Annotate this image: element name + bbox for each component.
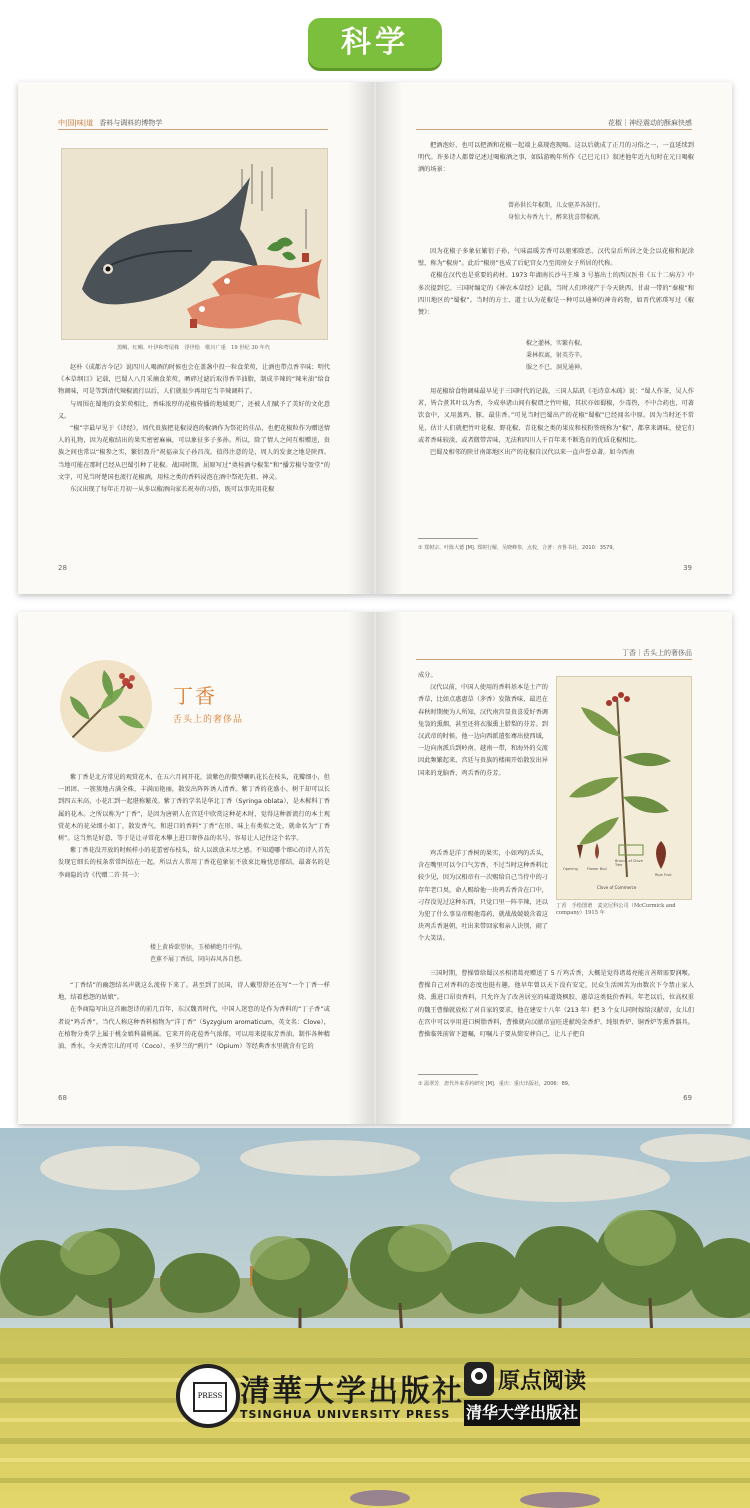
paragraph: 紫丁香是北方常见的观赏花木，在五六月间开花，淡紫色的微型喇叭花长在枝头，花瓣细小，但一团团、一簇簇地占满全株，丰满而艳丽，散发出阵阵诱人清香。紫丁香的花盛小，树干却可以长到四五米高，小花汇到一起堪称繁茂。紫丁香的学名是华北丁香（Syringa oblata），是木樨科丁香属的花木。之所以称为“丁香”，是因为唐朝人在宫廷中欣赏这种花木时，觉得这种新流行的本土观赏花木的花朵细小如丁，散发香气，和进口的香料“丁香”在形、味上有类似之处，就命名为“丁香树”。这当然是好意，等于是让寻常花木攀上进口奢侈品的名号，容易让人记住这个名字。 xyxy=(58,774,330,843)
page-39 xyxy=(376,82,732,594)
poem-line: 楼上黄昏欲望休，玉梯横绝月中钩。 xyxy=(149,944,246,951)
paragraph: “椒”字最早见于《诗经》，周代贵族把花椒浸泡的椒酒作为祭祀的佳品，也把花椒粒作为赠送情人的礼物，因为花椒结出的果实密密麻麻，可以象征多子多孙。所以，除了情人之间互相赠送，贵族之间也常以“椒参之实，繁衍盈升”祝福亲友子孙昌茂。值得注意的是，周人的发妻之地是陕西。当地可能在那时已经从巴蜀引种了花椒。战国时期，屈原写过“奠桂酒兮椒浆”和“播芳椒兮盈堂”的文字，可见当时楚国也流行花椒酒，用桂之类的香料浸泡在酒中祭祀先祖、神灵。 xyxy=(58,425,330,481)
figure-caption: 丁香 手绘图谱 麦克尼科公司（McCormick and company）1915 年 xyxy=(556,903,676,916)
body-text xyxy=(58,362,330,496)
body-text xyxy=(418,968,694,1041)
paragraph: 紫丁香花没开放的时候样小的花蕾密布枝头，给人以欲放未尽之感。不知道哪个细心的诗人首先发现它细长的枝条常常纠结在一起，所以古人常用丁香花苞象征不放束比喻忧思郁结，最著名的是李商隐的诗《代赠二首·其一》： xyxy=(58,847,330,879)
poem-quote xyxy=(436,200,676,224)
poem-line: 椒之灌林，实繁有椒。 xyxy=(525,340,586,347)
tsinghua-seal-logo: PRESS xyxy=(176,1364,240,1428)
footnote: ① 温翠芳．唐代外来香药研究 [M]．重庆：重庆出版社，2006：89。 xyxy=(418,1081,573,1087)
body-text xyxy=(58,772,330,882)
yuandian-logo-icon xyxy=(464,1362,494,1396)
figure-caption: 黑鲷、红鲷、叶伊和鸢尾株 浮世绘 歌川广重 19 世纪 30 年代 xyxy=(116,345,271,351)
page-number: 39 xyxy=(683,564,692,572)
running-header xyxy=(58,118,162,128)
chapter-title: 丁香 xyxy=(173,684,217,708)
body-text xyxy=(418,848,548,946)
book-title: 香料与调料的博物学 xyxy=(99,119,163,127)
poem-line: 服之不已，洞见通神。 xyxy=(525,364,586,371)
yuandian-reading-brand: 原点阅读 xyxy=(498,1368,587,1394)
paragraph: “丁香结”的幽怨结名声就这么流传下来了。甚至到了民国，诗人戴望舒还在写“一个丁香一样地，结着愁怨的姑娘”。 xyxy=(58,982,330,1002)
paragraph: 三国时期，曹操曾给蜀汉丞相诸葛亮赠送了 5 斤鸡舌香，大概是觉得诸葛亮能言善辩需要润喉。曹操自己对香料的态度也挺有趣，他早年曾以天下没有安定，民众生活困苦为由数次下令禁止家人烧、熏进口昂贵香料，只允许为了改善居室的味道烧枫胶、蕙草这类低价香料。年老以后，位高权重的魏王曹操就放松了对自家的要求，他在建安十八年（213 年）把 3 个女儿同时嫁给汉献帝，女儿们在宫中可以享用进口树脂香料，曹操就向汉献帝宣旺进献纯金香炉、纯银香炉、铜香炉等熏香器具。曹操临死前留下遗嘱，叮嘱儿子要从简安葬自己，让儿子把自 xyxy=(418,970,694,1039)
book-spread-sichuan-pepper xyxy=(18,82,732,594)
paragraph: 赵朴《成都古今记》说四川人喝酒的时候也会在盖盏中投一粒食茱萸，让酒也带点香辛味；明代《本草纲目》记载，巴蜀人八月采摘食茱萸，晒碎过滤后取得香辛油脂，制成辛辣的“辣米油”给食物调味，可是等到清代辣椒流行以后，人们就很少再用它当辛辣调料了。 xyxy=(58,364,330,396)
book-spread-clove xyxy=(18,612,732,1124)
page-69 xyxy=(376,612,732,1124)
publisher-logos xyxy=(0,1350,750,1460)
clove-botanical-plate xyxy=(556,676,692,900)
paragraph: 东汉出现了每年正月初一从多以椒酒向家长祝寿的习俗，既可以事先用花椒 xyxy=(70,486,275,494)
poem-quote xyxy=(436,338,676,374)
poem-line: 曾孙供长年椒期，儿女驱养各鼓行。 xyxy=(507,202,604,209)
footnote: ① 郑树宗、叶陈大德 [M]. 郑树行解，吴晓峰参，点校，合著：齐鲁书社，2010：3579。 xyxy=(418,545,618,551)
poem-line: 芭蕉不展丁香结，同向春风各自愁。 xyxy=(149,956,246,963)
paragraph: 鸡舌香是洋丁香树的果实，小如鸡的舌头，含在嘴里可以令口气芳香，不过当时这种香料比较少见，因为汉相帝有一次赐给自己当侍中的刁存年老口臭，命人赐给他一块鸡舌香含在口中，刁存没见过这种东西，只觉口里一阵辛辣，还以为犯了什么事皇帝赐他毒药，就战战兢兢含着这块鸡舌香退朝，吐出来带回家和亲人诀别，闹了个大笑话。 xyxy=(418,850,548,943)
category-badge: 科学 xyxy=(308,18,442,68)
body-text xyxy=(418,670,548,780)
body-text xyxy=(418,140,694,177)
plate-label-flower-bud: Flower Bud xyxy=(587,867,607,871)
fish-illustration-svg xyxy=(62,149,327,339)
ukiyoe-fish-illustration xyxy=(61,148,328,340)
paragraph: 在李商隐写出这首幽怨诗的前几百年，东汉魏晋时代，中国人迷恋的是作为香料的“丁子香”或者说“鸡舌香”。当代人称这种香料植物为“洋丁香”（Syzygium aromaticum，英文名：Clove），在植物分类学上属于桃金娘科蒲桃属。它来开的花苞香气浓郁，可以用来提取芳香油，制作各种精油、香水。今天香宗儿的可可（Coco）、圣罗兰的“鸦片”（Opium）等经典香水里就含有它的 xyxy=(58,1006,330,1051)
plate-label-ripe-fruit: Ripe Fruit xyxy=(655,873,672,877)
paragraph: 成分。 xyxy=(418,672,437,679)
page-68 xyxy=(18,612,374,1124)
poem-line: 身惊大寿香九十，醉来犹喜带椒酒。 xyxy=(507,214,604,221)
poem-line: 秉林拟离，射英芬辛。 xyxy=(525,352,586,359)
poem-quote xyxy=(78,942,318,966)
yuandian-publisher-text: 清华大学出版社 xyxy=(465,1403,578,1422)
plate-title: Clove of Commerce xyxy=(597,885,637,890)
tsinghua-press-cn: 清華大学出版社 xyxy=(240,1374,464,1409)
paragraph: 巴蜀及相邻的陕甘南部地区出产的花椒自汉代以来一直声誉卓著。如今西南 xyxy=(430,449,635,457)
clove-branch-icon xyxy=(60,660,152,752)
paragraph: 汉代以前，中国人使用的香料基本是土产的香草，比如点惠惠草（茅香）发散香味，最迟在春秋时期便为人所知，汉代南宫显贵喜爱好香调兔袅的熏烟，甚至还将衣服熏上腊梨的芬芳。到汉武帝的时候，他一边向西派遣张骞出使西域，一边向南派兵到岭南、越南一带，和海外的交流因此频繁起来，宫廷与贵族的楼闱开始散发出异国来的龙脑香、鸡舌香的芬芳。 xyxy=(418,684,548,777)
page-number: 69 xyxy=(683,1094,692,1102)
tsinghua-press-en: TSINGHUA UNIVERSITY PRESS xyxy=(240,1408,451,1421)
yuandian-publisher-plate xyxy=(464,1400,580,1426)
running-header: 花椒｜神经震动的酥麻快感 xyxy=(608,119,692,127)
page-number: 28 xyxy=(58,564,67,572)
clove-flower-vignette xyxy=(60,660,152,752)
paragraph: 花椒在汉代也是重要的药材。1973 年湖南长沙马王堆 3 号墓出土的西汉医书《五十二病方》中多次提到它。三国时编定的《神农本草经》记载，当时人们珍视产于今天陕西、甘肃一带的“秦椒”和四川地区的“蜀椒”。当时的方士、道士认为花椒是一种可以通神的神奇药物，如晋代郭璞写过《椒赞》： xyxy=(418,272,694,317)
running-header: 丁香｜舌头上的奢侈品 xyxy=(622,649,692,657)
body-text xyxy=(418,246,694,319)
body-text xyxy=(58,980,330,1053)
paragraph: 因为花椒子多象征繁衍子孙，气味温暖芳香可以驱邪除恶，汉代皇后所居之处会以花椒和泥涂壁，称为“椒房”。此后“椒房”也成了后妃宫女乃至闺房女子所居的代称。 xyxy=(418,248,694,268)
body-text xyxy=(418,386,694,459)
plate-label-branch: Branch of Clove Tree xyxy=(615,859,643,867)
chapter-subtitle: 舌头上的奢侈品 xyxy=(173,715,244,725)
page-28 xyxy=(18,82,374,594)
plate-label-opening: Opening xyxy=(563,867,578,871)
paragraph: 与周围在蜀地的食茱萸相比，香味浓厚的花椒传播的地域更广，还被人们赋予了美好的文化意义。 xyxy=(58,400,330,420)
paragraph: 把酒泡好，也可以把酒和花椒一起端上桌现泡现喝。这以后就成了正月的习俗之一，一直延续到明代。许多诗人都曾记述过喝椒酒之事，如陆游晚年所作《己巳元日》叙述他年近九旬时在元日喝椒酒的场景： xyxy=(418,142,694,174)
page-number: 68 xyxy=(58,1094,67,1102)
series-name: 中|国|味|道 xyxy=(58,119,94,127)
paragraph: 用花椒给食物调味最早见于三国时代的记载，三国人陆玑《毛诗草木疏》说：“蜀人作茶，吴人作茗，皆合煮其叶以为香，今成皋诸山间有椒谓之竹叶椒，其状亦如蜀椒，少毒热，不中合药也，可著饮食中，又用蒸鸡、豚，最佳香。”可见当时巴蜀出产的花椒“蜀椒”已经闻名中原。因为当时还不常见，估计人们就把竹叶花椒、野花椒、青花椒之类的果皮和枝粉签统称为“椒”，都拿来调味，使它们或者香味较淡，或者微带苦味，无法和四川人千百年来不断选育的优质花椒相比。 xyxy=(418,388,694,444)
